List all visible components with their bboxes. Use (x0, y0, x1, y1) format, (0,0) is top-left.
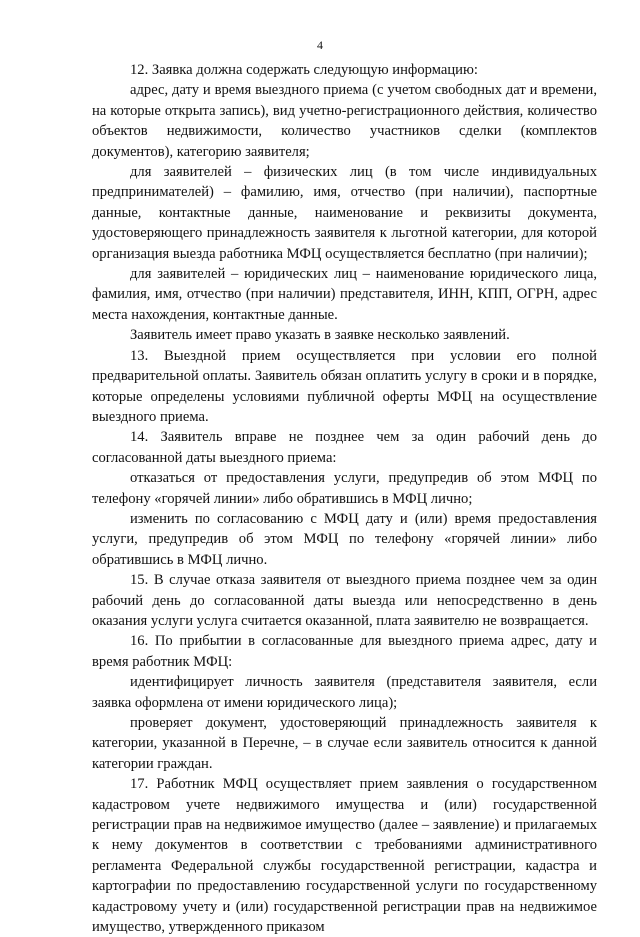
paragraph-13: 13. Выездной прием осуществляется при условии его полной предварительной оплаты. Заявитель обязан оплатить услугу в сроки и в порядке, которые определены условиями публичной оферты МФЦ на осуществление выездного приема. (92, 347, 597, 425)
paragraph-14-change: изменить по согласованию с МФЦ дату и (или) время предоставления услуги, предупредив об этом МФЦ по телефону «горячей линии» либо обратившись в МФЦ лично. (92, 510, 597, 568)
paragraph-16-intro: 16. По прибытии в согласованные для выездного приема адрес, дату и время работник МФЦ: (92, 633, 597, 670)
paragraph-12-legal-entities: для заявителей – юридических лиц – наименование юридического лица, фамилия, имя, отчество (при наличии) представителя, ИНН, КПП, ОГРН, адрес места нахождения, контактные данные. (92, 266, 597, 323)
paragraph-12-individuals: для заявителей – физических лиц (в том числе индивидуальных предпринимателей) – фамилию, имя, отчество (при наличии), паспортные данные, контактные данные, наименование и реквизиты документа, удостоверяющего принадлежность заявителя к льготной категории, для которой организация выезда работника МФЦ осуществляется бесплатно (при наличии); (92, 164, 597, 262)
paragraph-17: 17. Работник МФЦ осуществляет прием заявления о государственном кадастровом учете недвижимого имущества и (или) государственной регистрации прав на недвижимое имущество (далее – заявление) и прилагаемых к нему документов в соответствии с требованиями административного регламента Федеральной службы государственной регистрации, кадастра и картографии по предоставлению государственной услуги по государственному кадастровому учету и (или) государственной регистрации прав на недвижимое имущество, утвержденного приказом (92, 776, 597, 936)
paragraph-12-multiple: Заявитель имеет право указать в заявке несколько заявлений. (130, 327, 510, 344)
paragraph-12-intro: 12. Заявка должна содержать следующую информацию: (130, 62, 478, 78)
paragraph-12-address: адрес, дату и время выездного приема (с учетом свободных дат и времени, на которые открыта запись), вид учетно-регистрационного действия, количество объектов недвижимости, количество участников сделки (комплектов документов), категорию заявителя; (92, 82, 597, 160)
page-number: 4 (317, 38, 323, 52)
paragraph-15: 15. В случае отказа заявителя от выездного приема позднее чем за один рабочий день до согласованной даты выезда или непосредственно в день оказания услуги услуга считается оказанной, плата заявителю не возвращается. (92, 572, 597, 629)
paragraph-16-verify: проверяет документ, удостоверяющий принадлежность заявителя к категории, указанной в Перечне, – в случае если заявитель относится к данной категории граждан. (92, 715, 597, 772)
paragraph-16-identify: идентифицирует личность заявителя (представителя заявителя, если заявка оформлена от имени юридического лица); (92, 674, 597, 711)
paragraph-14-intro: 14. Заявитель вправе не позднее чем за один рабочий день до согласованной даты выездного приема: (92, 429, 597, 466)
document-body (92, 60, 597, 937)
paragraph-14-refuse: отказаться от предоставления услуги, предупредив об этом МФЦ по телефону «горячей линии» либо обратившись в МФЦ лично; (92, 470, 597, 507)
